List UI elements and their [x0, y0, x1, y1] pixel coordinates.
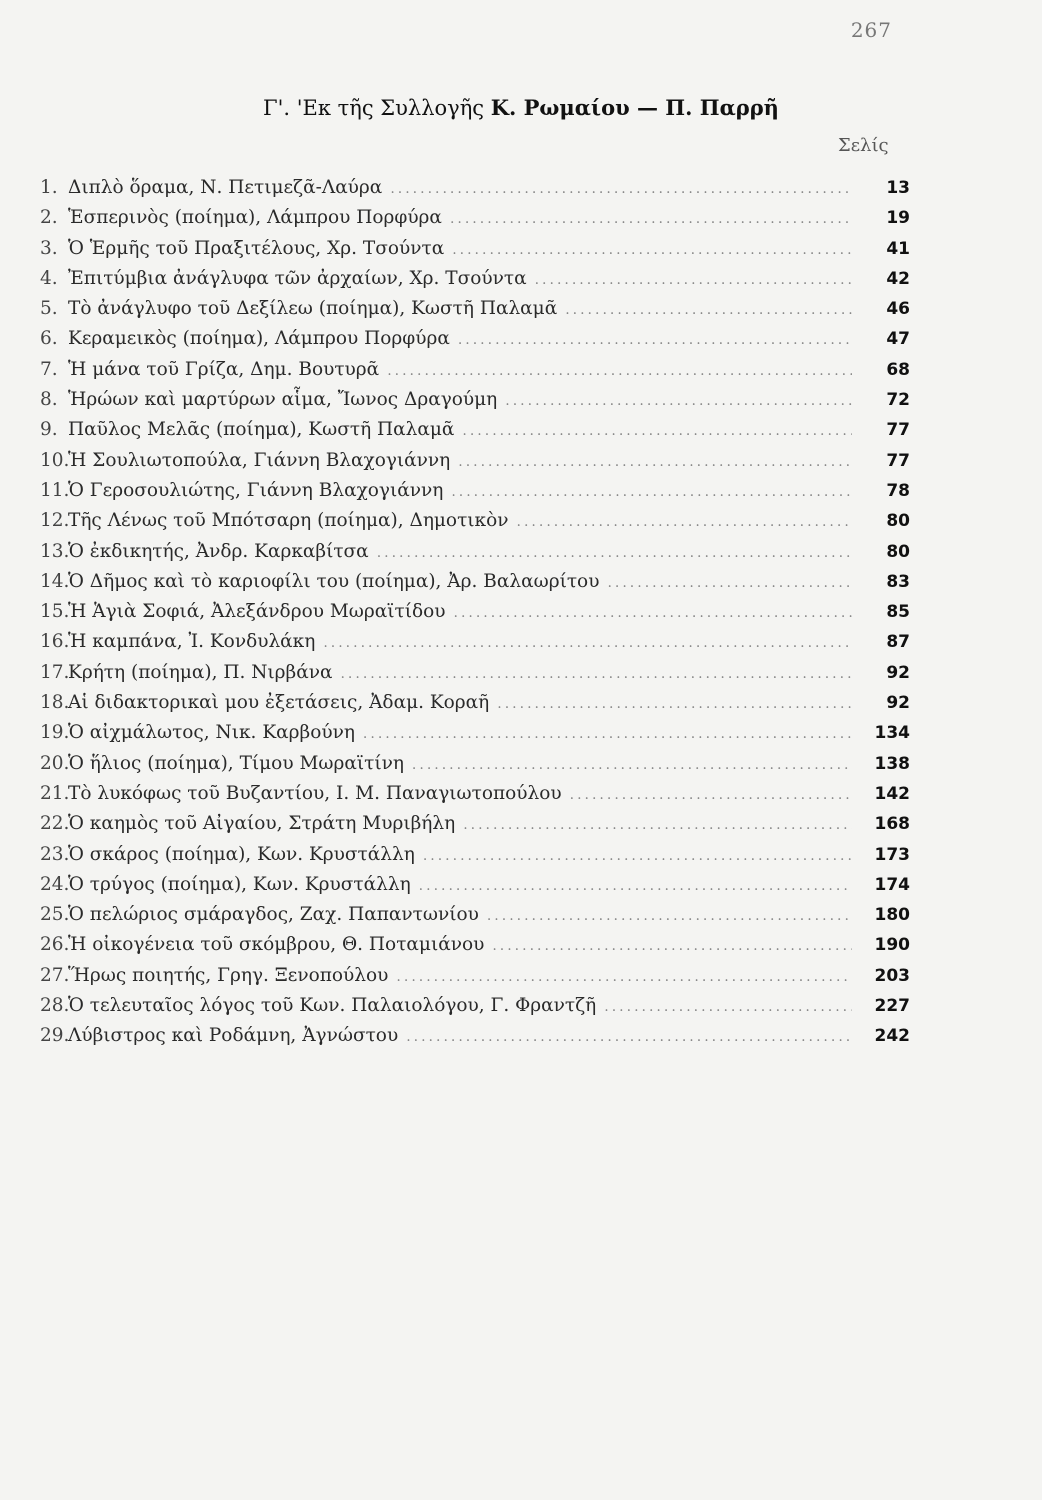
- entry-page: 80: [886, 541, 910, 562]
- dot-leader: [396, 962, 852, 992]
- entry-page: 47: [886, 329, 910, 350]
- entry-page: 173: [874, 844, 910, 865]
- toc-entry: [40, 840, 910, 870]
- entry-title: Αἱ διδακτορικαὶ μου ἐξετάσεις, Ἀδαμ. Κοραῆ: [68, 692, 490, 714]
- entry-number: 2.: [40, 207, 58, 229]
- entry-page: 87: [886, 632, 910, 653]
- entry-title: Ὁ σκάρος (ποίημα), Κων. Κρυστάλλη: [68, 843, 415, 865]
- entry-title: Ἡ Σουλιωτοπούλα, Γιάννη Βλαχογιάννη: [68, 449, 451, 471]
- entry-title: Ὁ πελώριος σμάραγδος, Ζαχ. Παπαντωνίου: [68, 904, 479, 926]
- entry-number: 5.: [40, 298, 58, 320]
- entry-page: 83: [886, 571, 910, 592]
- heading-prefix: Γ'. 'Εκ τῆς Συλλογῆς: [263, 96, 491, 120]
- entry-page: 134: [874, 723, 910, 744]
- entry-page: 46: [886, 299, 910, 320]
- dot-leader: [463, 810, 852, 840]
- entry-title: Ὁ Γεροσουλιώτης, Γιάννη Βλαχογιάννη: [68, 479, 444, 501]
- entry-page: 13: [886, 178, 910, 198]
- dot-leader: [363, 719, 852, 749]
- dot-leader: [419, 871, 852, 901]
- entry-number: 22.: [40, 813, 70, 835]
- entry-number: 11.: [40, 479, 70, 501]
- dot-leader: [458, 447, 852, 477]
- entry-number: 23.: [40, 843, 70, 865]
- entry-number: 10.: [40, 449, 70, 471]
- entry-number: 19.: [40, 722, 70, 744]
- entry-number: 9.: [40, 419, 58, 441]
- dot-leader: [607, 568, 852, 598]
- entry-page: 242: [874, 1026, 910, 1047]
- entry-title: Κεραμεικὸς (ποίημα), Λάμπρου Πορφύρα: [68, 328, 450, 350]
- entry-title: Ἑσπερινὸς (ποίημα), Λάμπρου Πορφύρα: [68, 207, 442, 229]
- toc-entry: [40, 324, 910, 354]
- toc-entry: [40, 294, 910, 324]
- entry-page: 174: [874, 874, 910, 895]
- entry-number: 7.: [40, 358, 58, 380]
- toc-entry: [40, 718, 910, 748]
- entry-number: 16.: [40, 631, 70, 653]
- entry-title: Ἡ οἰκογένεια τοῦ σκόμβρου, Θ. Ποταμιάνου: [68, 934, 485, 956]
- section-heading: [0, 95, 1042, 120]
- entry-page: 138: [874, 753, 910, 774]
- entry-page: 80: [886, 511, 910, 532]
- entry-title: Παῦλος Μελᾶς (ποίημα), Κωστῆ Παλαμᾶ: [68, 419, 455, 441]
- entry-page: 41: [886, 238, 910, 259]
- entry-page: 180: [874, 905, 910, 926]
- entry-title: Τὸ ἀνάγλυφο τοῦ Δεξίλεω (ποίημα), Κωστῆ Παλαμᾶ: [68, 298, 558, 320]
- dot-leader: [570, 780, 852, 810]
- toc-entry: [40, 930, 910, 960]
- entry-title: Διπλὸ ὅραμα, Ν. Πετιμεζᾶ-Λαύρα: [68, 177, 383, 198]
- entry-title: Ὁ καημὸς τοῦ Αἰγαίου, Στράτη Μυριβήλη: [68, 813, 456, 835]
- entry-number: 12.: [40, 510, 70, 532]
- dot-leader: [565, 295, 852, 325]
- dot-leader: [323, 628, 852, 658]
- toc-entry: [40, 870, 910, 900]
- entry-page: 190: [874, 935, 910, 956]
- entry-title: Ὁ ἥλιος (ποίημα), Τίμου Μωραϊτίνη: [68, 752, 404, 774]
- toc-entry: [40, 1021, 910, 1051]
- toc-entry: [40, 749, 910, 779]
- toc-entry: [40, 537, 910, 567]
- entry-number: 3.: [40, 237, 58, 259]
- entry-page: 19: [886, 208, 910, 229]
- toc-entry: [40, 506, 910, 536]
- dot-leader: [406, 1022, 852, 1052]
- toc-entry: [40, 809, 910, 839]
- entry-number: 21.: [40, 782, 70, 804]
- entry-page: 42: [886, 268, 910, 289]
- entry-title: Τῆς Λένως τοῦ Μπότσαρη (ποίημα), Δημοτικὸν: [68, 510, 509, 532]
- entry-title: Λύβιστρος καὶ Ροδάμνη, Ἀγνώστου: [68, 1025, 399, 1047]
- entry-number: 26.: [40, 934, 70, 956]
- toc-entry: [40, 900, 910, 930]
- entry-title: Ἥρως ποιητής, Γρηγ. Ξενοπούλου: [68, 964, 389, 986]
- entry-page: 142: [874, 783, 910, 804]
- toc-entry: [40, 173, 910, 203]
- toc-entry: [40, 627, 910, 657]
- entry-page: 72: [886, 390, 910, 411]
- entry-title: Κρήτη (ποίημα), Π. Νιρβάνα: [68, 661, 333, 683]
- toc-entry: [40, 476, 910, 506]
- entry-number: 28.: [40, 995, 70, 1017]
- toc-entry: [40, 203, 910, 233]
- heading-names: Κ. Ρωμαίου — Π. Παρρῆ: [490, 95, 779, 120]
- dot-leader: [452, 235, 852, 265]
- entry-title: Ἐπιτύμβια ἀνάγλυφα τῶν ἀρχαίων, Χρ. Τσούντα: [68, 267, 527, 289]
- entry-number: 29.: [40, 1025, 70, 1047]
- entry-number: 18.: [40, 692, 70, 714]
- toc-entry: [40, 446, 910, 476]
- dot-leader: [390, 174, 852, 204]
- entry-number: 20.: [40, 752, 70, 774]
- dot-leader: [604, 992, 852, 1022]
- entry-title: Ὁ αἰχμάλωτος, Νικ. Καρβούνη: [68, 722, 355, 744]
- dot-leader: [492, 931, 852, 961]
- entry-number: 15.: [40, 601, 70, 623]
- dot-leader: [505, 386, 852, 416]
- entry-page: 85: [886, 602, 910, 623]
- toc-entry: [40, 264, 910, 294]
- entry-page: 227: [874, 996, 910, 1017]
- entry-title: Ὁ Δῆμος καὶ τὸ καριοφίλι του (ποίημα), Ἀρ. Βαλαωρίτου: [68, 570, 600, 592]
- entry-page: 77: [886, 450, 910, 471]
- dot-leader: [377, 538, 852, 568]
- dot-leader: [340, 659, 852, 689]
- dot-leader: [454, 598, 853, 628]
- toc-entry: [40, 688, 910, 718]
- entry-page: 78: [886, 480, 910, 501]
- entry-page: 68: [886, 359, 910, 380]
- toc-entry: [40, 567, 910, 597]
- toc-entry: [40, 991, 910, 1021]
- dot-leader: [423, 841, 852, 871]
- toc-entry: [40, 961, 910, 991]
- dot-leader: [458, 325, 852, 355]
- entry-title: Ἡ καμπάνα, Ἰ. Κονδυλάκη: [68, 631, 316, 653]
- dot-leader: [517, 507, 852, 537]
- page-number: 267: [850, 18, 892, 42]
- entry-number: 24.: [40, 873, 70, 895]
- entry-title: Ἡρώων καὶ μαρτύρων αἷμα, Ἴωνος Δραγούμη: [68, 389, 498, 411]
- page-column-label: Σελίς: [838, 135, 889, 156]
- table-of-contents: [40, 173, 910, 1052]
- entry-title: Ὁ ἐκδικητής, Ἀνδρ. Καρκαβίτσα: [68, 540, 369, 562]
- entry-title: Ὁ τρύγος (ποίημα), Κων. Κρυστάλλη: [68, 873, 411, 895]
- entry-page: 168: [874, 814, 910, 835]
- toc-entry: [40, 658, 910, 688]
- entry-title: Ἡ Ἁγιὰ Σοφιά, Ἀλεξάνδρου Μωραϊτίδου: [68, 601, 446, 623]
- dot-leader: [451, 477, 852, 507]
- dot-leader: [497, 689, 852, 719]
- entry-number: 13.: [40, 540, 70, 562]
- entry-page: 203: [874, 965, 910, 986]
- entry-page: 92: [886, 693, 910, 714]
- entry-title: Ἡ μάνα τοῦ Γρίζα, Δημ. Βουτυρᾶ: [68, 358, 380, 380]
- entry-number: 17.: [40, 661, 70, 683]
- toc-entry: [40, 415, 910, 445]
- entry-title: Ὁ Ἑρμῆς τοῦ Πραξιτέλους, Χρ. Τσούντα: [68, 237, 445, 259]
- dot-leader: [487, 901, 852, 931]
- entry-number: 4.: [40, 267, 58, 289]
- dot-leader: [462, 416, 852, 446]
- entry-number: 6.: [40, 328, 58, 350]
- entry-title: Τὸ λυκόφως τοῦ Βυζαντίου, Ι. Μ. Παναγιωτοπούλου: [68, 782, 562, 804]
- entry-number: 25.: [40, 904, 70, 926]
- entry-page: 92: [886, 662, 910, 683]
- entry-number: 1.: [40, 177, 58, 198]
- dot-leader: [412, 750, 852, 780]
- entry-title: Ὁ τελευταῖος λόγος τοῦ Κων. Παλαιολόγου, Γ. Φραντζῆ: [68, 995, 597, 1017]
- entry-number: 14.: [40, 570, 70, 592]
- toc-entry: [40, 779, 910, 809]
- toc-entry: [40, 234, 910, 264]
- entry-number: 27.: [40, 964, 70, 986]
- entry-number: 8.: [40, 389, 58, 411]
- dot-leader: [450, 204, 852, 234]
- toc-entry: [40, 385, 910, 415]
- dot-leader: [387, 356, 852, 386]
- entry-page: 77: [886, 420, 910, 441]
- toc-entry: [40, 597, 910, 627]
- toc-entry: [40, 355, 910, 385]
- dot-leader: [535, 265, 852, 295]
